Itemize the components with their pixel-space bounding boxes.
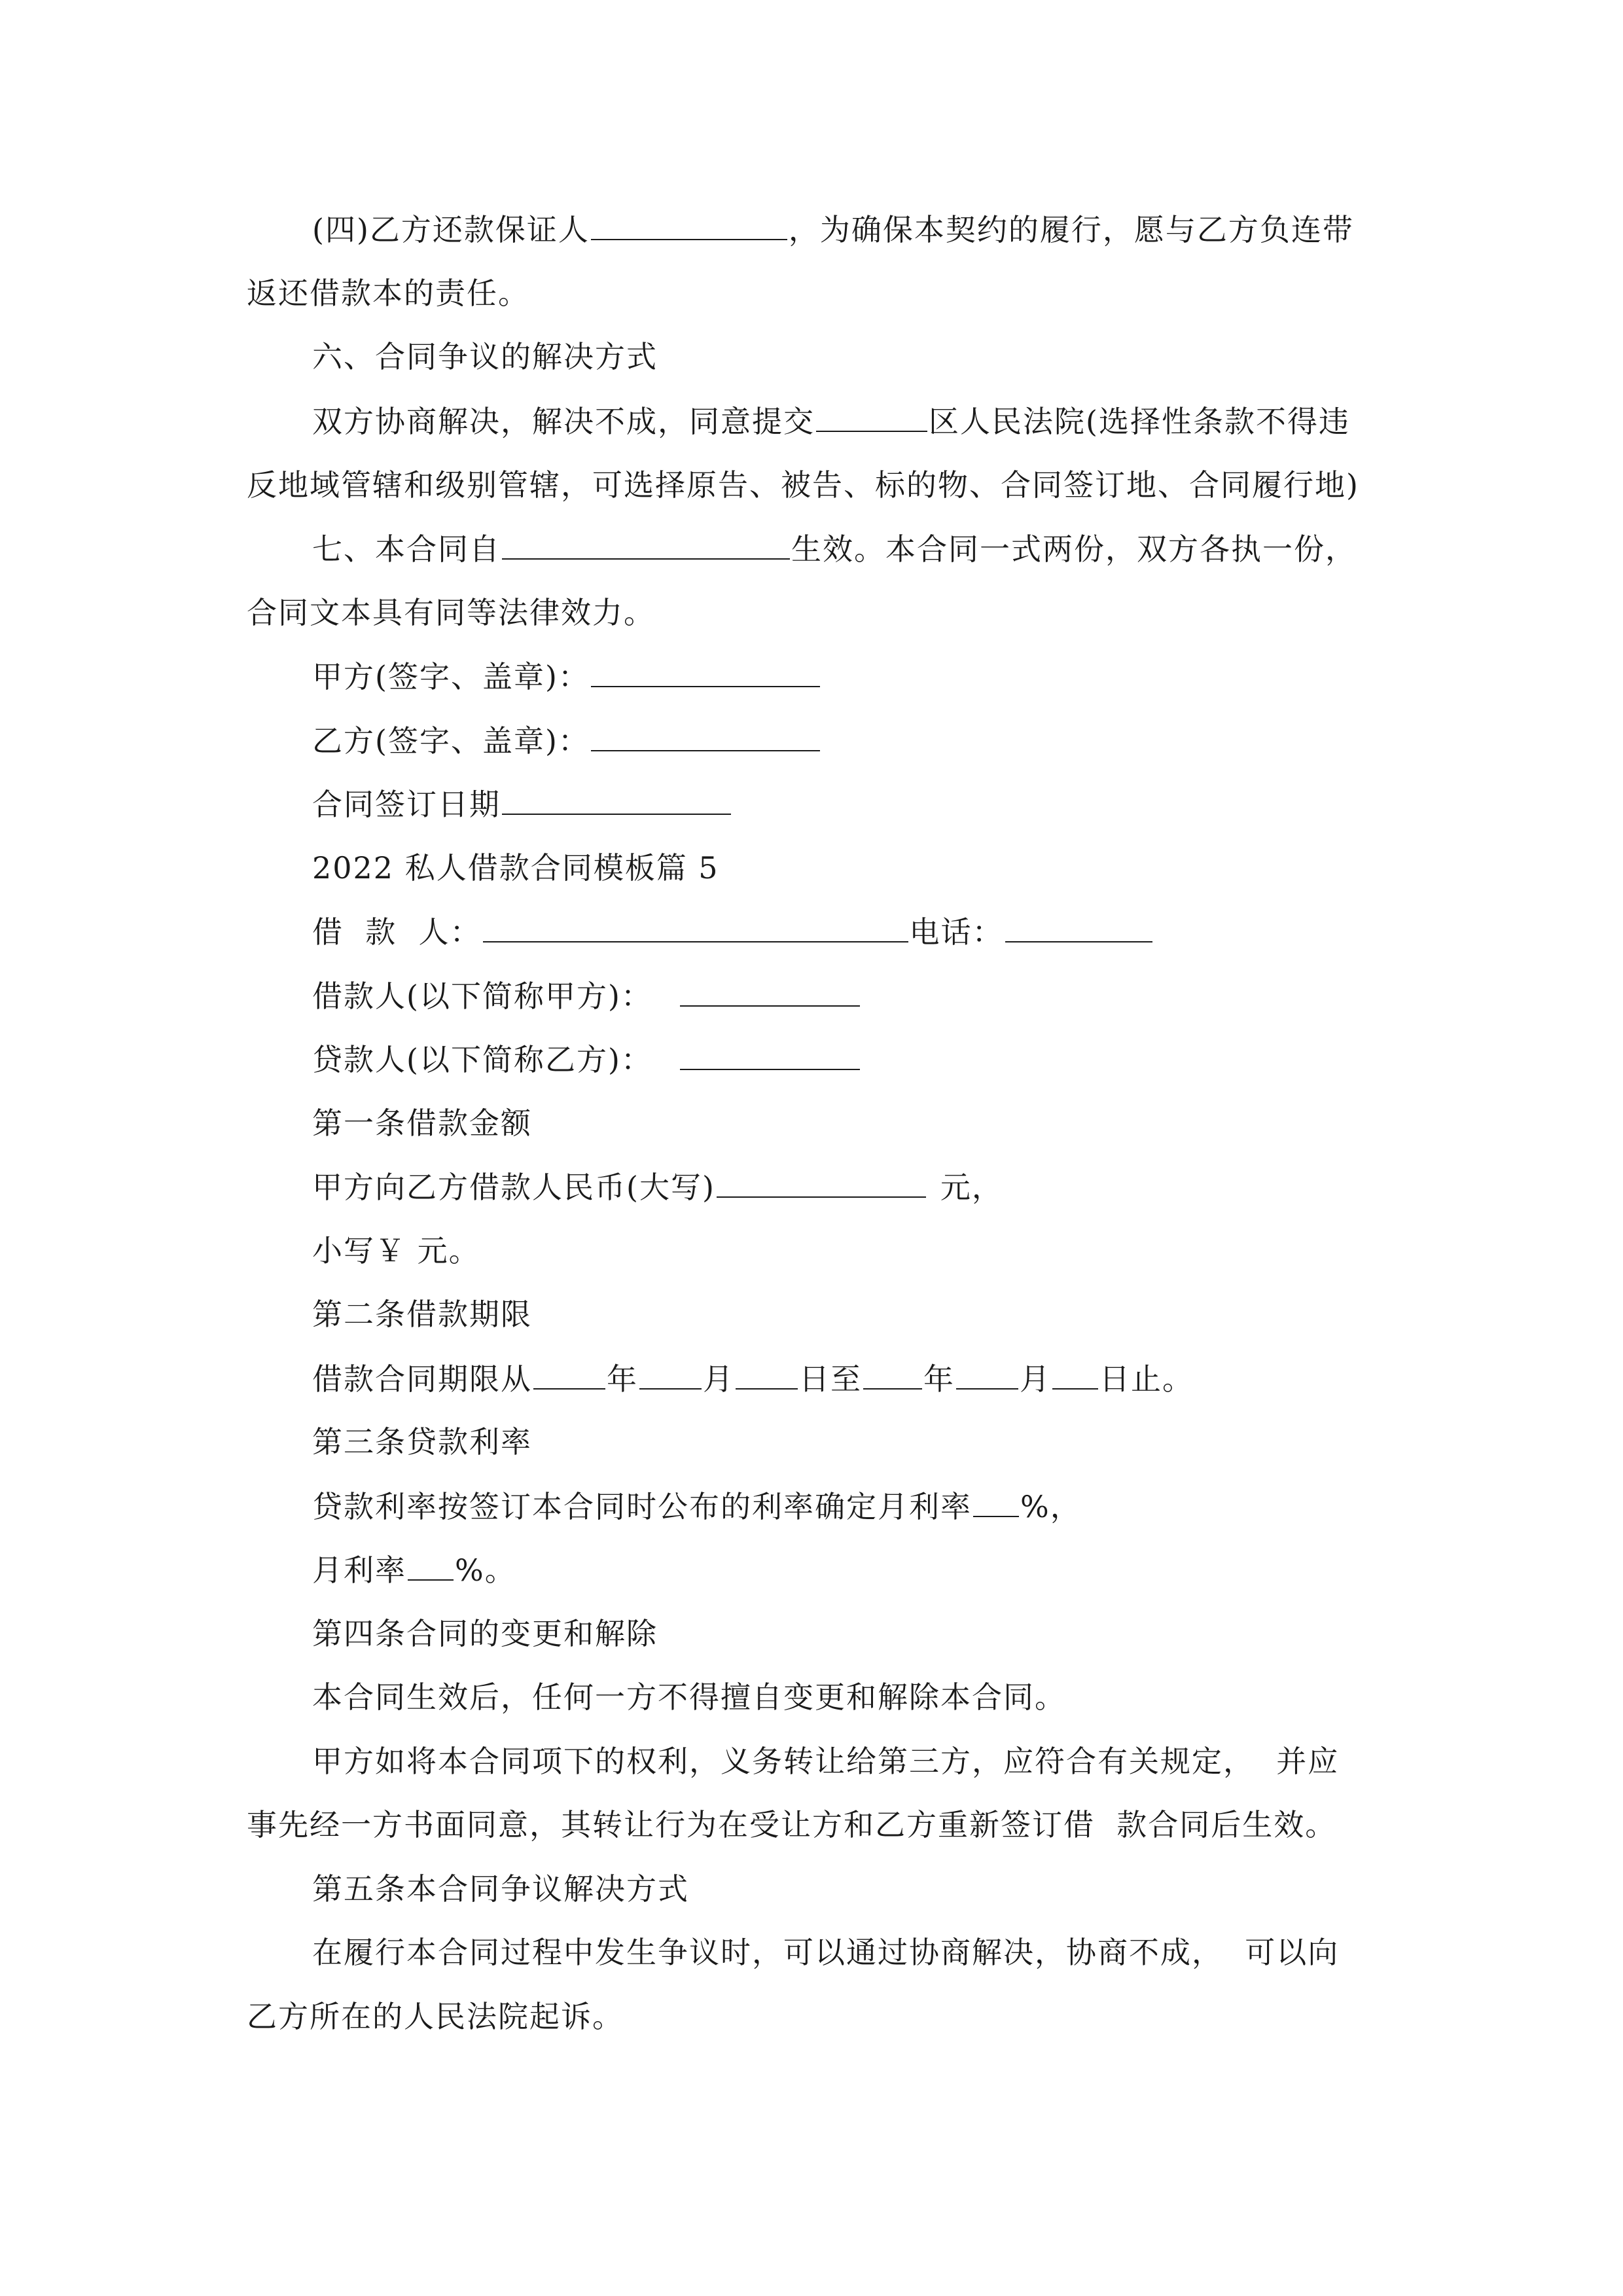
article-4-p2a: 甲方如将本合同项下的权利，义务转让给第三方，应符合有关规定， 并应 bbox=[312, 1744, 1340, 1779]
monthly-rate-unit: %。 bbox=[455, 1552, 516, 1588]
dispute-line-2: 反地域管辖和级别管辖，可选择原告、被告、标的物、合同签订地、合同履行地) bbox=[247, 467, 1359, 503]
year-label: 年 bbox=[607, 1361, 638, 1397]
end-month-blank[interactable] bbox=[956, 1363, 1018, 1390]
article-1-small: 小写￥ 元。 bbox=[312, 1233, 480, 1268]
phone-blank[interactable] bbox=[1005, 916, 1152, 942]
article-4-p2b: 事先经一方书面同意，其转让行为在受让方和乙方重新签订借 款合同后生效。 bbox=[247, 1807, 1337, 1842]
party-b-label: 贷款人(以下简称乙方)： bbox=[312, 1042, 652, 1077]
article-4-p1: 本合同生效后，任何一方不得擅自变更和解除本合同。 bbox=[312, 1679, 1066, 1715]
guarantor-text: ，为确保本契约的履行，愿与乙方负连带 bbox=[788, 212, 1354, 247]
article-1-title: 第一条借款金额 bbox=[312, 1105, 532, 1141]
borrower-line bbox=[312, 914, 1154, 950]
rate-unit: %， bbox=[1020, 1489, 1082, 1524]
end-year-blank[interactable] bbox=[863, 1363, 922, 1390]
sign-party-a bbox=[312, 661, 821, 692]
article-5-title: 第五条本合同争议解决方式 bbox=[312, 1871, 689, 1907]
effective-text-a: 七、本合同自 bbox=[312, 531, 501, 567]
article-1-amount bbox=[312, 1170, 1003, 1205]
guarantor-blank[interactable] bbox=[591, 214, 787, 240]
court-blank[interactable] bbox=[816, 406, 927, 432]
month-label-2: 月 bbox=[1020, 1361, 1051, 1397]
start-year-blank[interactable] bbox=[533, 1363, 605, 1390]
sign-b-blank[interactable] bbox=[591, 725, 820, 751]
effective-blank[interactable] bbox=[502, 533, 790, 560]
amount-unit: 元， bbox=[940, 1170, 1003, 1205]
article-3-title: 第三条贷款利率 bbox=[312, 1424, 532, 1460]
article-3-rate bbox=[312, 1491, 1082, 1522]
effective-line-2: 合同文本具有同等法律效力。 bbox=[247, 595, 655, 630]
party-a-label: 借款人(以下简称甲方)： bbox=[312, 978, 652, 1014]
party-a-line bbox=[312, 978, 861, 1014]
party-b-blank[interactable] bbox=[680, 1044, 860, 1070]
sign-date bbox=[312, 787, 732, 822]
start-day-blank[interactable] bbox=[736, 1363, 798, 1390]
effective-text-b: 生效。本合同一式两份，双方各执一份， bbox=[791, 531, 1357, 567]
sign-b-label: 乙方(签字、盖章)： bbox=[312, 723, 590, 759]
borrower-blank[interactable] bbox=[483, 916, 908, 942]
rate-label: 贷款利率按签订本合同时公布的利率确定月利率 bbox=[312, 1489, 972, 1524]
article-5-p1a: 在履行本合同过程中发生争议时，可以通过协商解决，协商不成， 可以向 bbox=[312, 1935, 1340, 1970]
end-label: 日止。 bbox=[1099, 1361, 1194, 1397]
period-label: 借款合同期限从 bbox=[312, 1361, 532, 1397]
dispute-text-a: 双方协商解决，解决不成，同意提交 bbox=[312, 404, 815, 439]
party-a-blank[interactable] bbox=[680, 980, 860, 1007]
article-4-title: 第四条合同的变更和解除 bbox=[312, 1616, 658, 1651]
sign-a-blank[interactable] bbox=[591, 661, 820, 687]
guarantor-line bbox=[312, 214, 1354, 245]
heading-dispute: 六、合同争议的解决方式 bbox=[312, 339, 658, 374]
year-label-2: 年 bbox=[923, 1361, 955, 1397]
sign-a-label: 甲方(签字、盖章)： bbox=[312, 659, 590, 694]
end-day-blank[interactable] bbox=[1052, 1363, 1098, 1390]
effective-line bbox=[312, 531, 1357, 567]
dispute-line bbox=[312, 406, 1350, 437]
amount-blank[interactable] bbox=[717, 1172, 926, 1198]
party-b-line bbox=[312, 1044, 861, 1075]
sign-party-b bbox=[312, 723, 821, 759]
borrower-label: 借 款 人： bbox=[312, 914, 482, 950]
day-to-label: 日至 bbox=[799, 1361, 862, 1397]
monthly-rate-label: 月利率 bbox=[312, 1552, 406, 1588]
sign-date-blank[interactable] bbox=[502, 789, 731, 815]
dispute-text-b: 区人民法院(选择性条款不得违 bbox=[929, 404, 1350, 439]
article-5-p1b: 乙方所在的人民法院起诉。 bbox=[247, 1999, 624, 2034]
section-title: 2022 私人借款合同模板篇 5 bbox=[312, 850, 719, 886]
sign-date-label: 合同签订日期 bbox=[312, 787, 501, 822]
month-label: 月 bbox=[703, 1361, 734, 1397]
guarantor-line-2: 返还借款本的责任。 bbox=[247, 276, 529, 311]
amount-label: 甲方向乙方借款人民币(大写) bbox=[312, 1170, 715, 1205]
article-2-period bbox=[312, 1361, 1194, 1397]
guarantor-label: (四)乙方还款保证人 bbox=[312, 212, 590, 247]
monthly-rate-blank[interactable] bbox=[408, 1554, 454, 1581]
start-month-blank[interactable] bbox=[639, 1363, 702, 1390]
article-3-monthly bbox=[312, 1552, 516, 1588]
rate-blank[interactable] bbox=[973, 1491, 1019, 1517]
phone-label: 电话： bbox=[909, 914, 1004, 950]
article-2-title: 第二条借款期限 bbox=[312, 1297, 532, 1332]
